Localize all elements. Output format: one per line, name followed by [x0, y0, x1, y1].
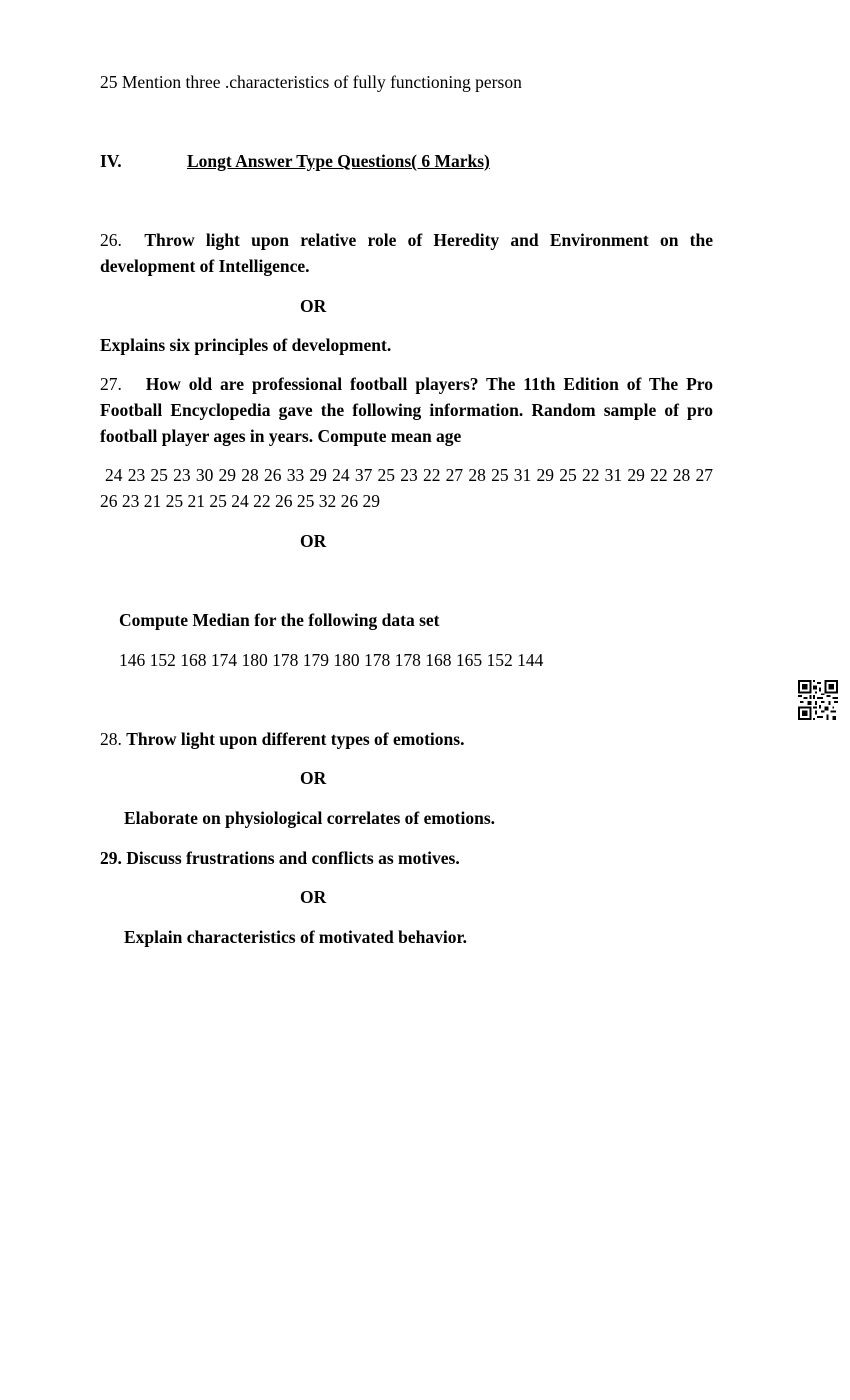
question-26-alternative: Explains six principles of development.	[100, 335, 392, 355]
question-27-alternative-data: 146 152 168 174 180 178 179 180 178 178 168 165 152 144	[119, 650, 544, 670]
section-number: IV.	[100, 151, 122, 171]
question-28-or: OR	[300, 768, 327, 788]
question-27-data: 24 23 25 23 30 29 28 26 33 29 24 37 25 23 22 27 28 25 31 29 25 22 31 29 22 28 27 26 23 21 25 21 25 24 22 26 25 32 26 29	[100, 465, 713, 511]
question-28	[100, 726, 464, 752]
question-29: 29. Discuss frustrations and conflicts as motives.	[100, 848, 460, 868]
question-26-text: Throw light upon relative role of Heredity and Environment on the development of Intelligence.	[100, 230, 713, 276]
question-27-text: How old are professional football players? The 11th Edition of The Pro Football Encyclopedia gave the following information. Random sample of pro football player ages in years. Compute mean age	[100, 374, 714, 446]
question-29-alternative: Explain characteristics of motivated behavior.	[124, 927, 468, 947]
question-26-number: 26.	[100, 230, 122, 250]
question-27-alternative: Compute Median for the following data set	[119, 610, 440, 630]
question-28-alternative: Elaborate on physiological correlates of emotions.	[124, 808, 496, 828]
question-27	[100, 371, 713, 449]
question-26-or: OR	[300, 296, 327, 316]
question-26	[100, 227, 713, 279]
question-25: 25 Mention three .characteristics of fully functioning person	[100, 72, 522, 92]
question-29-or: OR	[300, 887, 327, 907]
question-27-number: 27.	[100, 374, 122, 394]
section-title: Longt Answer Type Questions( 6 Marks)	[187, 151, 490, 171]
qr-code-icon	[798, 680, 838, 720]
question-28-number: 28.	[100, 729, 122, 749]
question-27-or: OR	[300, 531, 327, 551]
question-28-text: Throw light upon different types of emotions.	[126, 729, 465, 749]
